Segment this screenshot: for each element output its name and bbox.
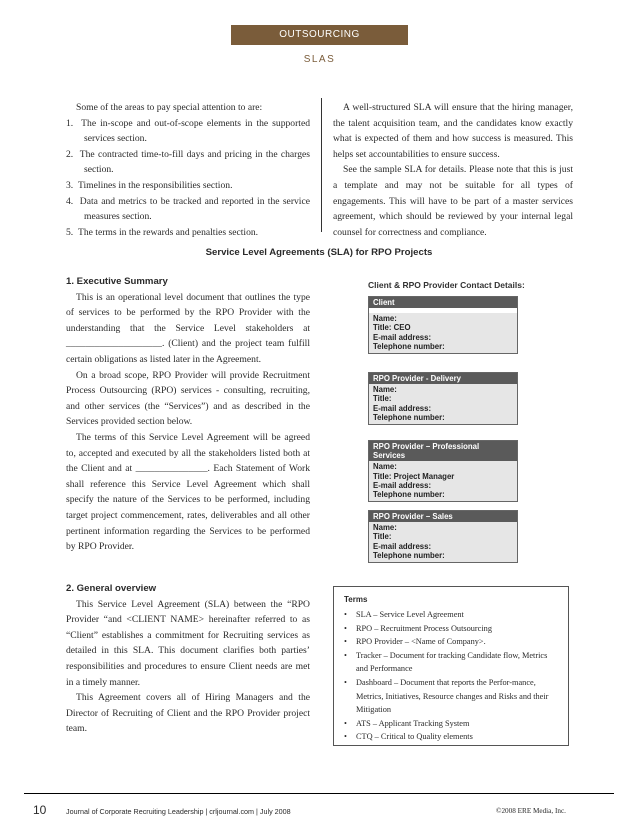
footer-copyright: ©2008 ERE Media, Inc.	[496, 807, 566, 815]
contact-box-header: RPO Provider – Professional Services	[369, 441, 517, 461]
contact-row: E-mail address:	[373, 403, 432, 413]
intro-lead: Some of the areas to pay special attention to are:	[76, 102, 263, 113]
executive-summary-section	[66, 274, 310, 555]
contact-row: Name:	[373, 314, 397, 324]
contact-box-header: RPO Provider - Delivery	[369, 373, 517, 384]
contact-row: Title:	[373, 532, 392, 542]
contact-row: Title:	[373, 394, 392, 404]
section-banner: OUTSOURCING	[231, 25, 408, 45]
list-item: 4. Data and metrics to be tracked and reported in the service measures section.	[66, 195, 310, 223]
contact-row: Title: CEO	[373, 323, 411, 333]
list-item: • ATS – Applicant Tracking System	[344, 718, 470, 728]
contact-row: E-mail address:	[373, 480, 432, 490]
contact-row: Telephone number:	[373, 550, 445, 560]
footer-journal: Journal of Corporate Recruiting Leadership | crljournal.com | July 2008	[66, 807, 291, 816]
body-paragraph: On a broad scope, RPO Provider will provide Recruitment Process Outsourcing (RPO) services - consulting, recruiting, and other services (the “Services”) and as described in the Services provided section below.	[66, 369, 310, 428]
list-item: • Dashboard – Document that reports the Perfor-mance, Metrics, Initiatives, Resource changes and Risks and their Mitigation	[344, 677, 549, 715]
list-item: • CTQ – Critical to Quality elements	[344, 732, 473, 742]
intro-paragraph: A well-structured SLA will ensure that the hiring manager, the talent acquisition team, and the candidates know exactly what is expected of them and how success is measured. This helps set accountabilities to ensure success.	[333, 102, 573, 160]
column-divider	[321, 98, 322, 232]
list-item: 5. The terms in the rewards and penalties section.	[66, 226, 259, 238]
list-item: 1. The in-scope and out-of-scope elements in the supported services section.	[66, 117, 310, 145]
footer-rule	[24, 793, 614, 794]
contact-box-sales	[368, 510, 518, 563]
section-heading: 2. General overview	[66, 583, 157, 594]
body-paragraph: This Agreement covers all of Hiring Managers and the Director of Recruiting of Client and the RPO Provider project team.	[66, 692, 310, 735]
list-item: 3. Timelines in the responsibilities section.	[66, 179, 233, 191]
list-item: • Tracker – Document for tracking Candidate flow, Metrics and Performance	[344, 650, 548, 674]
contact-box-delivery	[368, 372, 518, 425]
contact-row: Name:	[373, 385, 397, 395]
section-heading: 1. Executive Summary	[66, 276, 168, 287]
intro-paragraph: See the sample SLA for details. Please note that this is just a template and may not be suitable for all types of engagements. This will have to be part of a master services agreement, which should be reviewed by your internal legal counsel for correctness and compliance.	[333, 164, 573, 238]
contact-box-header: Client	[369, 297, 517, 308]
terms-box	[333, 586, 569, 746]
contact-row: E-mail address:	[373, 541, 432, 551]
subsection-label: SLAS	[303, 54, 336, 65]
sla-heading: Service Level Agreements (SLA) for RPO Projects	[205, 247, 433, 258]
contact-row: Telephone number:	[373, 490, 445, 500]
attention-list	[66, 116, 310, 241]
list-item: 2. The contracted time-to-fill days and pricing in the charges section.	[66, 148, 310, 176]
contact-row: Name:	[373, 523, 397, 533]
general-overview-section	[66, 581, 310, 737]
contact-details-title: Client & RPO Provider Contact Details:	[368, 280, 525, 290]
intro-right-column	[333, 100, 573, 240]
body-paragraph: This Service Level Agreement (SLA) between the “RPO Provider “and <CLIENT NAME> hereinafter referred to as “Client” establishes a commitment for Recruiting services as detailed in this SLA. This document clarifies both parties’ responsibilities and procedures to ensure Client needs are met in a timely manner.	[66, 598, 310, 688]
contact-box-client	[368, 296, 518, 354]
list-item: • SLA – Service Level Agreement	[344, 610, 464, 619]
body-paragraph: The terms of this Service Level Agreement will be agreed to, accepted and executed by all the stakeholders listed both at the Client and at _______________. Each Statement of Work shall reference this Service Level Agreement which shall specify the nature of the Services to be performed, including target project commencement, rates, deliverables and all other pertinent information regarding the Services to be performed by RPO Provider.	[66, 431, 310, 553]
terms-list	[334, 608, 568, 744]
contact-row: Telephone number:	[373, 341, 445, 351]
contact-row: Name:	[373, 462, 397, 472]
contact-row: E-mail address:	[373, 332, 432, 342]
list-item: • RPO Provider – <Name of Company>.	[344, 637, 486, 647]
intro-left-column	[66, 100, 310, 240]
body-paragraph: This is an operational level document that outlines the type of services to be performed by the RPO Provider with the understanding that the Service Level stakeholders at ____________________. (Client) and the project team fulfill certain obligations as listed later in the Agreement.	[66, 291, 310, 365]
contact-box-professional-services	[368, 440, 518, 502]
page-number: 10	[33, 803, 47, 817]
contact-row: Telephone number:	[373, 412, 445, 422]
contact-box-header: RPO Provider – Sales	[369, 511, 517, 522]
list-item: • RPO – Recruitment Process Outsourcing	[344, 623, 492, 633]
contact-row: Title: Project Manager	[373, 471, 455, 481]
terms-heading: Terms	[344, 595, 368, 604]
